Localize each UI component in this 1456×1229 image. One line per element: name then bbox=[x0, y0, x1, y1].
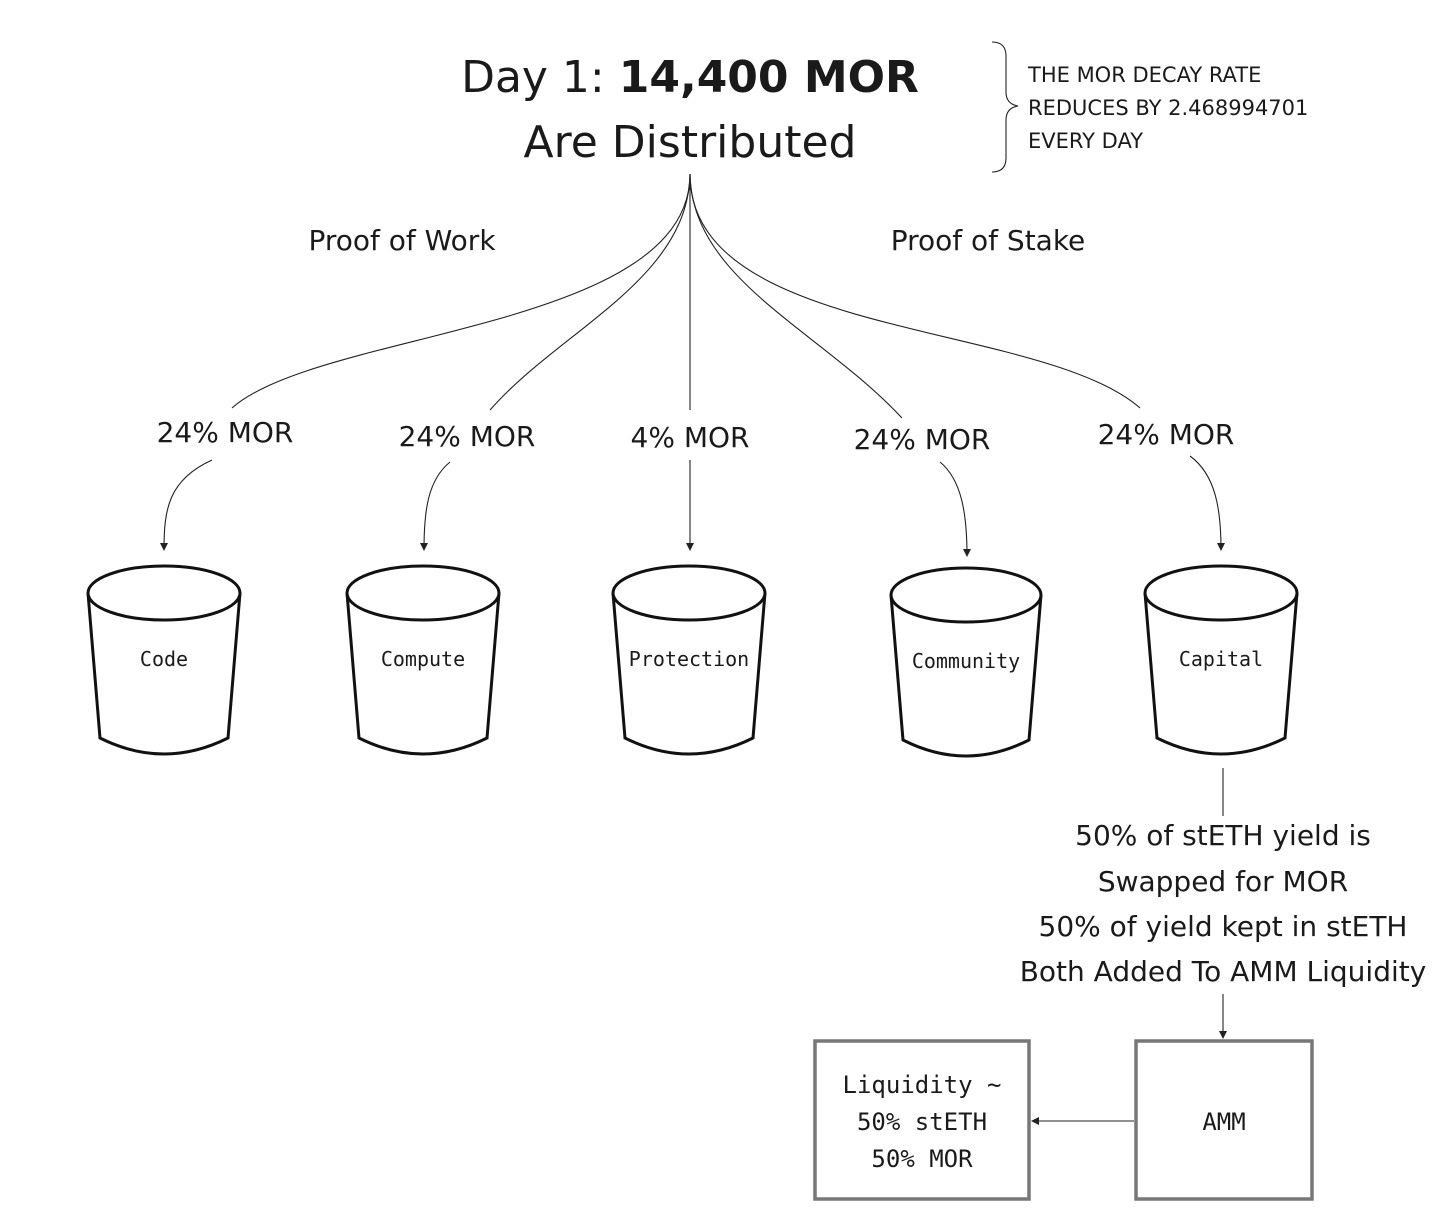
header-amount: 14,400 MOR bbox=[618, 52, 919, 103]
bucket-compute bbox=[347, 566, 499, 754]
yield-note-line-3: 50% of yield kept in stETH bbox=[1038, 910, 1408, 943]
bucket-label-community: Community bbox=[911, 649, 1021, 673]
yield-note-line-4: Both Added To AMM Liquidity bbox=[1019, 955, 1427, 988]
bucket-label-capital: Capital bbox=[1178, 647, 1264, 671]
arrow-to-compute bbox=[424, 462, 450, 550]
amm-box-label: AMM bbox=[1202, 1108, 1246, 1136]
note-brace bbox=[992, 42, 1018, 172]
yield-note-line-1: 50% of stETH yield is bbox=[1075, 819, 1371, 852]
category-proof-of-stake: Proof of Stake bbox=[890, 224, 1086, 257]
bucket-label-compute: Compute bbox=[380, 647, 466, 671]
share-label-protection: 4% MOR bbox=[630, 421, 750, 454]
decay-note-line-2: REDUCES BY 2.468994701 bbox=[1028, 96, 1309, 120]
yield-note-line-2: Swapped for MOR bbox=[1097, 865, 1349, 898]
bucket-capital bbox=[1145, 566, 1297, 754]
header-subtitle: Are Distributed bbox=[523, 117, 857, 168]
distribution-curve-community bbox=[690, 174, 902, 418]
share-label-compute: 24% MOR bbox=[398, 420, 536, 453]
share-label-capital: 24% MOR bbox=[1097, 418, 1235, 451]
bucket-label-code: Code bbox=[139, 647, 189, 671]
bucket-code bbox=[88, 566, 240, 754]
decay-note-line-1: THE MOR DECAY RATE bbox=[1028, 63, 1262, 87]
header-title bbox=[461, 52, 919, 103]
arrow-to-code bbox=[164, 460, 212, 550]
arrow-to-community bbox=[940, 462, 967, 556]
liquidity-box-line-3: 50% MOR bbox=[871, 1145, 973, 1173]
bucket-label-protection: Protection bbox=[628, 647, 750, 671]
share-label-community: 24% MOR bbox=[853, 423, 991, 456]
decay-note-line-3: EVERY DAY bbox=[1028, 129, 1144, 153]
bucket-community bbox=[891, 568, 1041, 756]
distribution-curve-capital bbox=[690, 174, 1140, 408]
share-label-code: 24% MOR bbox=[156, 416, 294, 449]
category-proof-of-work: Proof of Work bbox=[308, 224, 496, 257]
liquidity-box bbox=[815, 1041, 1029, 1199]
liquidity-box-line-2: 50% stETH bbox=[856, 1108, 988, 1136]
bucket-protection bbox=[613, 566, 765, 754]
arrow-to-capital bbox=[1190, 456, 1221, 550]
liquidity-box-line-1: Liquidity ~ bbox=[842, 1071, 1002, 1099]
distribution-curve-compute bbox=[490, 174, 690, 410]
distribution-curve-code bbox=[232, 174, 690, 408]
amm-box bbox=[1136, 1041, 1312, 1199]
header-day-prefix: Day 1: bbox=[461, 52, 619, 103]
